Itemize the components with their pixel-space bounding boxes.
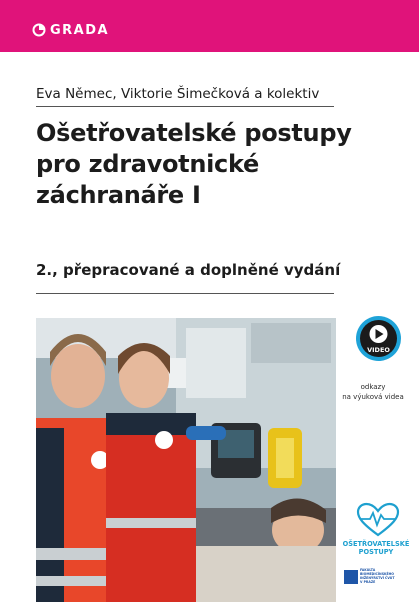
video-caption: [330, 382, 416, 402]
publisher-name: GRADA: [50, 22, 110, 38]
title-line: záchranáře I: [36, 181, 201, 209]
series-logo-line: POSTUPY: [358, 548, 394, 556]
video-caption-line: odkazy: [360, 383, 386, 391]
book-title: [36, 118, 366, 211]
divider-bottom: [36, 293, 334, 294]
cover-photo: [36, 318, 336, 602]
series-logo-name: [336, 540, 416, 556]
heart-ecg-icon: [355, 502, 401, 538]
publisher-banner: [0, 0, 419, 52]
video-badge-icon: [355, 315, 402, 362]
series-logo-line: OŠETŘOVATELSKÉ: [342, 540, 410, 548]
video-badge-label: VIDEO: [367, 346, 390, 354]
grada-swirl-icon: [32, 23, 46, 37]
book-edition: 2., přepracované a doplněné vydání: [36, 261, 341, 279]
title-line: Ošetřovatelské postupy: [36, 119, 352, 147]
seal-text: FAKULTA BIOMEDICÍNSKÉHO INŽENÝRSTVÍ ČVUT V PRAZE: [360, 568, 395, 584]
university-seal: [344, 563, 398, 591]
seal-emblem-icon: [344, 570, 358, 584]
video-caption-line: na výuková videa: [342, 393, 404, 401]
publisher-logo: [32, 22, 109, 38]
divider-top: [36, 106, 334, 107]
ambulance-scene-illustration: [36, 318, 336, 602]
title-line: pro zdravotnické: [36, 150, 259, 178]
book-authors: Eva Němec, Viktorie Šimečková a kolektiv: [36, 86, 320, 102]
